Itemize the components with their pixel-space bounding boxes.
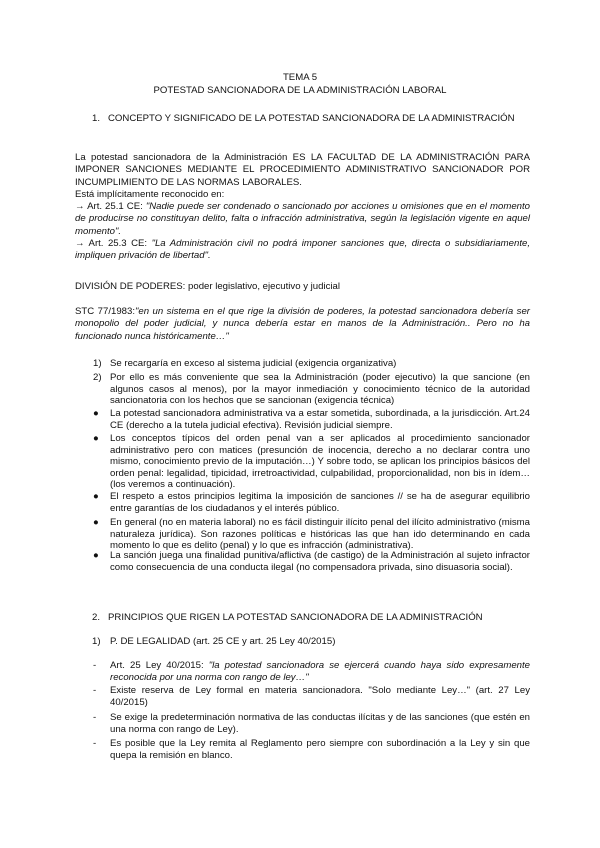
list-marker: ● — [93, 491, 99, 502]
section-1-title: CONCEPTO Y SIGNIFICADO DE LA POTESTAD SANCIONADORA DE LA ADMINISTRACIÓN — [108, 113, 515, 124]
section-2-title: PRINCIPIOS QUE RIGEN LA POTESTAD SANCIONADORA DE LA ADMINISTRACIÓN — [108, 612, 483, 623]
list-item-text: El respeto a estos principios legitima la imposición de sanciones // se ha de asegurar equilibrio entre garantías de los ciudadanos y el interés público. — [110, 491, 530, 514]
dash-marker: - — [93, 685, 97, 696]
list-item-text: La sanción juega una finalidad punitiva/aflictiva (de castigo) de la Administración al sujeto infractor como consecuencia de una conducta ilegal (no compensadora privada, sino disuasoria social). — [110, 550, 530, 573]
stc-ref: STC 77/1983: — [75, 306, 135, 317]
legality-item-1-ref: Art. 25 Ley 40/2015: — [110, 660, 204, 671]
section-1-number: 1. — [92, 113, 101, 124]
implicit-text: Está implícitamente reconocido en: — [75, 188, 225, 200]
list-marker: ● — [93, 433, 99, 444]
art-25-1-ref: → Art. 25.1 CE: — [75, 201, 143, 213]
list-item-text: Por ello es más conveniente que sea la Administración (poder ejecutivo) la que sancione (en algunos casos al menos), por la mayor inmediación y conocimiento técnico de la autoridad sancionatoria con los hechos que se sancionan (exigencia técnica) — [110, 372, 530, 407]
list-item-text: Se recargaría en exceso al sistema judicial (exigencia organizativa) — [110, 358, 397, 369]
legality-item-1-quote: "la potestad sancionadora se ejercerá cuando haya sido expresamente reconocida por una norma con rango de ley…" — [110, 660, 531, 683]
dash-marker: - — [93, 712, 97, 723]
intro-paragraph — [75, 152, 530, 263]
art-25-1 — [75, 201, 530, 238]
legality-item-2-text: Existe reserva de Ley formal en materia sancionadora. "Solo mediante Ley…" (art. 27 Ley 40/2015) — [110, 685, 530, 708]
list-item-text: La potestad sancionadora administrativa va a estar sometida, subordinada, a la jurisdicción. Art.24 CE (derecho a la tutela judicial efectiva). Revisión judicial siempre. — [110, 408, 530, 431]
list-item-text: Los conceptos típicos del orden penal van a ser aplicados al procedimiento sancionador administrativo pero con matices (presunción de inocencia, derecho a no declarar contra uno mismo, conocimiento previo de la imputación…) Y sobre todo, se aplican los principios básicos del orden penal: legalidad, tipicidad, irretroactividad, culpabilidad, proporcionalidad, non bis in ídem… (los veremos a continuación). — [110, 433, 530, 491]
division-line: DIVISIÓN DE PODERES: poder legislativo, ejecutivo y judicial — [75, 281, 340, 292]
dash-marker: - — [93, 660, 97, 671]
list-marker: 2) — [93, 372, 102, 383]
stc-quote: "en un sistema en el que rige la división de poderes, la potestad sancionadora debería ser monopolio del poder judicial, y nunca debería estar en manos de la Administración.. Pero no ha funcionado nunca históricamente…" — [75, 306, 531, 342]
intro-text: La potestad sancionadora de la Administración ES LA FACULTAD DE LA ADMINISTRACIÓN PARA IMPONER SANCIONES MEDIANTE EL PROCEDIMIENTO ADMINISTRATIVO SANCIONADOR POR INCUMPLIMIENTO DE LAS NORMAS LABORALES. — [75, 152, 530, 188]
page-title: POTESTAD SANCIONADORA DE LA ADMINISTRACIÓN LABORAL — [153, 85, 447, 96]
list-marker: ● — [93, 550, 99, 561]
legality-item-4-text: Es posible que la Ley remita al Reglamento pero siempre con subordinación a la Ley y sin que quepa la remisión en blanco. — [110, 738, 530, 761]
list-marker: ● — [93, 517, 99, 528]
legality-item-3-text: Se exige la predeterminación normativa de las conductas ilícitas y de las sanciones (que estén en una norma con rango de Ley). — [110, 712, 530, 735]
tema-label: TEMA 5 — [282, 72, 318, 83]
art-25-1-quote: "Nadie puede ser condenado o sancionado por acciones u omisiones que en el momento de producirse no constituyan delito, falta o infracción administrativa, según la legislación vigente en aquel momento". — [75, 201, 531, 237]
list-item-text: En general (no en materia laboral) no es fácil distinguir ilícito penal del ilícito administrativo (misma naturaleza jurídica). Son razones políticas e históricas las que han ido determinando en cada momento lo que es delito (penal) y lo que es infracción (administrativa). — [110, 517, 530, 552]
art-25-3-quote: "La Administración civil no podrá imponer sanciones que, directa o subsidiariamente, impliquen privación de libertad". — [75, 238, 530, 262]
art-25-3 — [75, 238, 530, 263]
dash-marker: - — [93, 738, 97, 749]
subsection-1-number: 1) — [92, 636, 101, 647]
stc-paragraph — [75, 306, 530, 343]
section-2-number: 2. — [92, 612, 101, 623]
art-25-3-ref: → Art. 25.3 CE: — [75, 238, 148, 250]
list-marker: ● — [93, 408, 99, 419]
list-marker: 1) — [93, 358, 102, 369]
subsection-1-title: P. DE LEGALIDAD (art. 25 CE y art. 25 Ley 40/2015) — [110, 636, 336, 647]
